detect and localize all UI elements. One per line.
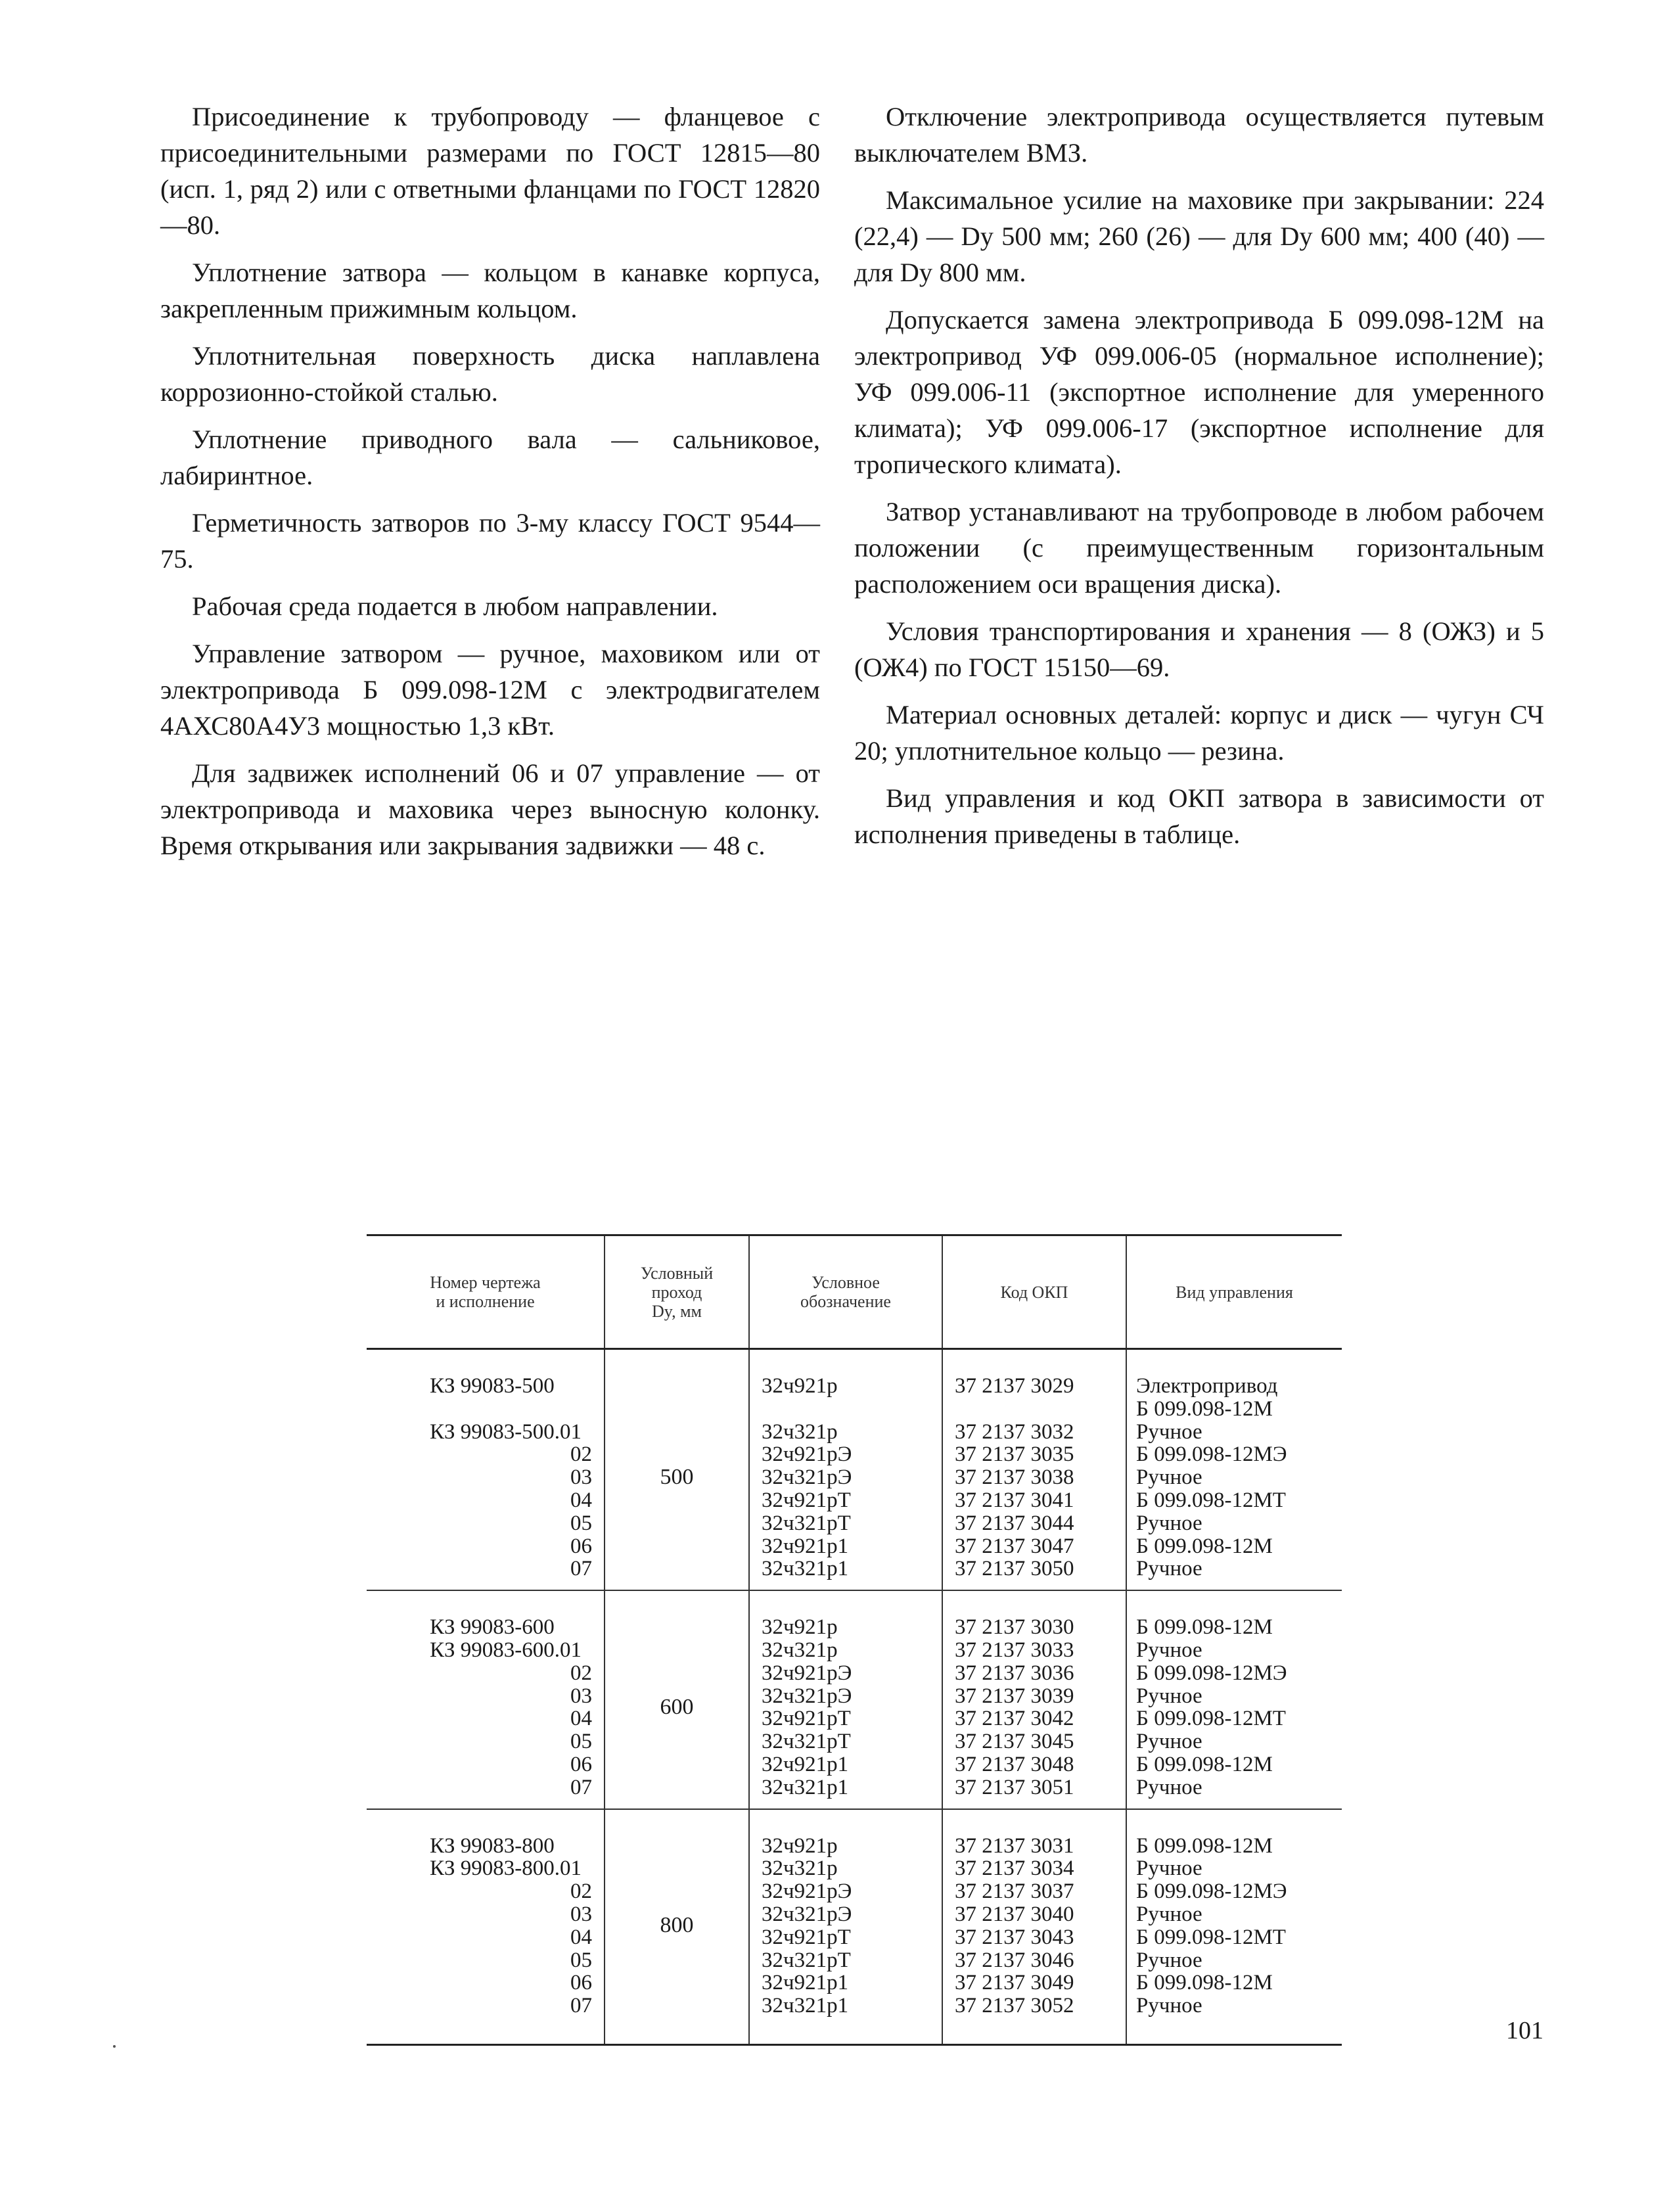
cell-designation	[749, 1809, 942, 2045]
drawing-number: 06	[570, 1752, 592, 1776]
paragraph-disk-surface: Уплотнительная поверхность диска наплавлена коррозионно-стойкой сталью.	[160, 341, 820, 407]
designation: 32ч321р	[762, 1638, 838, 1662]
table-row-group-dy-600	[367, 1590, 1342, 1809]
control-type: Б 099.098-12М	[1136, 1615, 1273, 1640]
paragraph-table-intro: Вид управления и код ОКП затвора в зависимости от исполнения приведены в таблице.	[854, 783, 1544, 849]
paragraph-replacement: Допускается замена электропривода Б 099.098-12М на электропривод УФ 099.006-05 (нормальное исполнение); УФ 099.006-11 (экспортное исполнение для умеренного климата); УФ 099.006-17 (экспортное исполнение для тропического климата).	[854, 305, 1544, 479]
okp-code: 37 2137 3032	[955, 1419, 1074, 1444]
control-type: Ручное	[1136, 1557, 1202, 1581]
drawing-number: КЗ 99083-800	[430, 1833, 555, 1858]
control-type: Б 099.098-12М	[1136, 1534, 1273, 1558]
designation: 32ч921р	[762, 1833, 838, 1858]
okp-code: 37 2137 3040	[955, 1902, 1074, 1926]
designation: 32ч321рТ	[762, 1730, 851, 1754]
okp-code: 37 2137 3051	[955, 1775, 1074, 1799]
control-type: Б 099.098-12М	[1136, 1752, 1273, 1776]
designation: 32ч921рТ	[762, 1488, 851, 1512]
control-type: Б 099.098-12МЭ	[1136, 1661, 1287, 1685]
drawing-number: 04	[570, 1925, 592, 1949]
okp-code: 37 2137 3036	[955, 1661, 1074, 1685]
okp-code: 37 2137 3037	[955, 1879, 1074, 1904]
drawing-number: 07	[570, 1557, 592, 1581]
paragraph-materials: Материал основных деталей: корпус и диск — чугун СЧ 20; уплотнительное кольцо — резина.	[854, 700, 1544, 766]
okp-code: 37 2137 3031	[955, 1833, 1074, 1858]
header-dy: Условный проход Dy, мм	[605, 1235, 749, 1349]
drawing-number: 05	[570, 1730, 592, 1754]
okp-code: 37 2137 3030	[955, 1615, 1074, 1640]
control-type: Электропривод	[1136, 1374, 1278, 1398]
okp-code: 37 2137 3041	[955, 1488, 1074, 1512]
designation: 32ч921рТ	[762, 1707, 851, 1731]
drawing-number: КЗ 99083-600	[430, 1615, 555, 1640]
table-row-group-dy-500	[367, 1349, 1342, 1591]
control-type: Б 099.098-12МТ	[1136, 1488, 1286, 1512]
cell-okp-code	[942, 1809, 1126, 2045]
table-body	[367, 1349, 1342, 2045]
okp-code: 37 2137 3035	[955, 1442, 1074, 1467]
drawing-number: 02	[570, 1661, 592, 1685]
control-type: Б 099.098-12МТ	[1136, 1925, 1286, 1949]
control-type: Ручное	[1136, 1419, 1202, 1444]
designation: 32ч921рЭ	[762, 1442, 852, 1467]
control-type: Ручное	[1136, 1465, 1202, 1490]
paragraph-tightness: Герметичность затворов по 3-му классу ГОСТ 9544—75.	[160, 508, 820, 574]
designation	[762, 1398, 942, 1421]
paragraph-medium-direction: Рабочая среда подается в любом направлении.	[192, 591, 718, 621]
okp-code: 37 2137 3045	[955, 1730, 1074, 1754]
designation: 32ч921р1	[762, 1752, 849, 1776]
cell-control-type	[1126, 1349, 1342, 1591]
drawing-number: 03	[570, 1902, 592, 1926]
designation: 32ч921р1	[762, 1534, 849, 1558]
left-text-column	[160, 99, 820, 875]
control-type: Б 099.098-12М	[1136, 1396, 1273, 1421]
drawing-number: 03	[570, 1684, 592, 1708]
okp-code: 37 2137 3034	[955, 1856, 1074, 1881]
drawing-number: 06	[570, 1971, 592, 1995]
cell-drawing-number	[367, 1590, 605, 1809]
okp-code: 37 2137 3044	[955, 1511, 1074, 1535]
designation: 32ч921рТ	[762, 1925, 851, 1949]
okp-code: 37 2137 3049	[955, 1971, 1074, 1995]
okp-code: 37 2137 3048	[955, 1752, 1074, 1776]
specification-table	[367, 1234, 1342, 2046]
okp-code: 37 2137 3043	[955, 1925, 1074, 1949]
print-speck	[113, 2045, 116, 2048]
control-type: Ручное	[1136, 1775, 1202, 1799]
cell-okp-code	[942, 1590, 1126, 1809]
designation: 32ч321рТ	[762, 1511, 851, 1535]
header-number: Номер чертежа и исполнение	[367, 1235, 605, 1349]
okp-code: 37 2137 3033	[955, 1638, 1074, 1662]
designation: 32ч321р1	[762, 1557, 849, 1581]
okp-code: 37 2137 3042	[955, 1707, 1074, 1731]
header-designation: Условное обозначение	[749, 1235, 942, 1349]
okp-code: 37 2137 3047	[955, 1534, 1074, 1558]
paragraph-max-force: Максимальное усилие на маховике при закрывании: 224 (22,4) — Dy 500 мм; 260 (26) — для Dy 600 мм; 400 (40) — для Dy 800 мм.	[854, 185, 1544, 287]
designation: 32ч921рЭ	[762, 1879, 852, 1904]
designation: 32ч321рТ	[762, 1948, 851, 1972]
control-type: Ручное	[1136, 1511, 1202, 1535]
drawing-number: 06	[570, 1534, 592, 1558]
cell-designation	[749, 1590, 942, 1809]
drawing-number: 04	[570, 1707, 592, 1731]
designation: 32ч321р1	[762, 1994, 849, 2018]
table-row-group-dy-800	[367, 1809, 1342, 2045]
control-type: Б 099.098-12М	[1136, 1971, 1273, 1995]
drawing-number: 07	[570, 1994, 592, 2018]
page-number: 101	[1506, 2017, 1543, 2044]
drawing-number: 07	[570, 1775, 592, 1799]
cell-drawing-number	[367, 1809, 605, 2045]
paragraph-gate-seal: Уплотнение затвора — кольцом в канавке корпуса, закрепленным прижимным кольцом.	[160, 258, 820, 323]
cell-nominal-bore: 600	[605, 1590, 749, 1809]
drawing-number: КЗ 99083-800.01	[430, 1856, 582, 1881]
control-type: Б 099.098-12МЭ	[1136, 1442, 1287, 1467]
okp-code: 37 2137 3050	[955, 1557, 1074, 1581]
drawing-number: КЗ 99083-500.01	[430, 1419, 582, 1444]
cell-okp-code	[942, 1349, 1126, 1591]
control-type: Ручное	[1136, 1948, 1202, 1972]
okp-code: 37 2137 3039	[955, 1684, 1074, 1708]
designation: 32ч321рЭ	[762, 1465, 852, 1490]
drawing-number: 04	[570, 1488, 592, 1512]
control-type: Б 099.098-12МЭ	[1136, 1879, 1287, 1904]
cell-designation	[749, 1349, 942, 1591]
designation: 32ч321рЭ	[762, 1902, 852, 1926]
designation: 32ч921рЭ	[762, 1661, 852, 1685]
okp-code: 37 2137 3046	[955, 1948, 1074, 1972]
okp-code: 37 2137 3029	[955, 1374, 1074, 1398]
designation: 32ч921р1	[762, 1971, 849, 1995]
okp-code: 37 2137 3052	[955, 1994, 1074, 2018]
right-text-column	[854, 99, 1544, 864]
cell-drawing-number	[367, 1349, 605, 1591]
control-type: Ручное	[1136, 1684, 1202, 1708]
drawing-number: 02	[570, 1442, 592, 1467]
designation: 32ч321р	[762, 1856, 838, 1881]
control-type: Ручное	[1136, 1730, 1202, 1754]
header-okp-code: Код ОКП	[942, 1235, 1126, 1349]
table-header	[367, 1235, 1342, 1349]
cell-nominal-bore: 800	[605, 1809, 749, 2045]
drawing-number: 05	[570, 1511, 592, 1535]
designation: 32ч321рЭ	[762, 1684, 852, 1708]
drawing-number	[367, 1398, 592, 1421]
drawing-number: 02	[570, 1879, 592, 1904]
okp-code: 37 2137 3038	[955, 1465, 1074, 1490]
drawing-number: 05	[570, 1948, 592, 1972]
paragraph-control: Управление затвором — ручное, маховиком или от электропривода Б 099.098-12М с электродвигателем 4АХС80А4У3 мощностью 1,3 кВт.	[160, 639, 820, 741]
designation: 32ч921р	[762, 1615, 838, 1640]
control-type: Б 099.098-12МТ	[1136, 1707, 1286, 1731]
cell-control-type	[1126, 1809, 1342, 2045]
control-type: Б 099.098-12М	[1136, 1833, 1273, 1858]
paragraph-shaft-seal: Уплотнение приводного вала — сальниковое, лабиринтное.	[160, 425, 820, 490]
designation: 32ч321р	[762, 1419, 838, 1444]
paragraph-connection: Присоединение к трубопроводу — фланцевое с присоединительными размерами по ГОСТ 12815—80 (исп. 1, ряд 2) или с ответными фланцами по ГОСТ 12820—80.	[160, 102, 820, 240]
paragraph-installation: Затвор устанавливают на трубопроводе в любом рабочем положении (с преимущественным горизонтальным расположением оси вращения диска).	[854, 497, 1544, 599]
cell-control-type	[1126, 1590, 1342, 1809]
okp-code	[955, 1398, 1126, 1421]
designation: 32ч321р1	[762, 1775, 849, 1799]
paragraph-transport: Условия транспортирования и хранения — 8 (ОЖЗ) и 5 (ОЖ4) по ГОСТ 15150—69.	[854, 616, 1544, 682]
drawing-number: 03	[570, 1465, 592, 1490]
header-control: Вид управления	[1126, 1235, 1342, 1349]
control-type: Ручное	[1136, 1856, 1202, 1881]
cell-nominal-bore: 500	[605, 1349, 749, 1591]
drawing-number: КЗ 99083-500	[430, 1374, 555, 1398]
designation: 32ч921р	[762, 1374, 838, 1398]
control-type: Ручное	[1136, 1994, 1202, 2018]
paragraph-remote-column: Для задвижек исполнений 06 и 07 управление — от электропривода и маховика через выносную колонку. Время открывания или закрывания задвижки — 48 с.	[160, 758, 820, 860]
control-type: Ручное	[1136, 1638, 1202, 1662]
paragraph-switch-off: Отключение электропривода осуществляется путевым выключателем ВМЗ.	[854, 102, 1544, 168]
drawing-number: КЗ 99083-600.01	[430, 1638, 582, 1662]
control-type: Ручное	[1136, 1902, 1202, 1926]
